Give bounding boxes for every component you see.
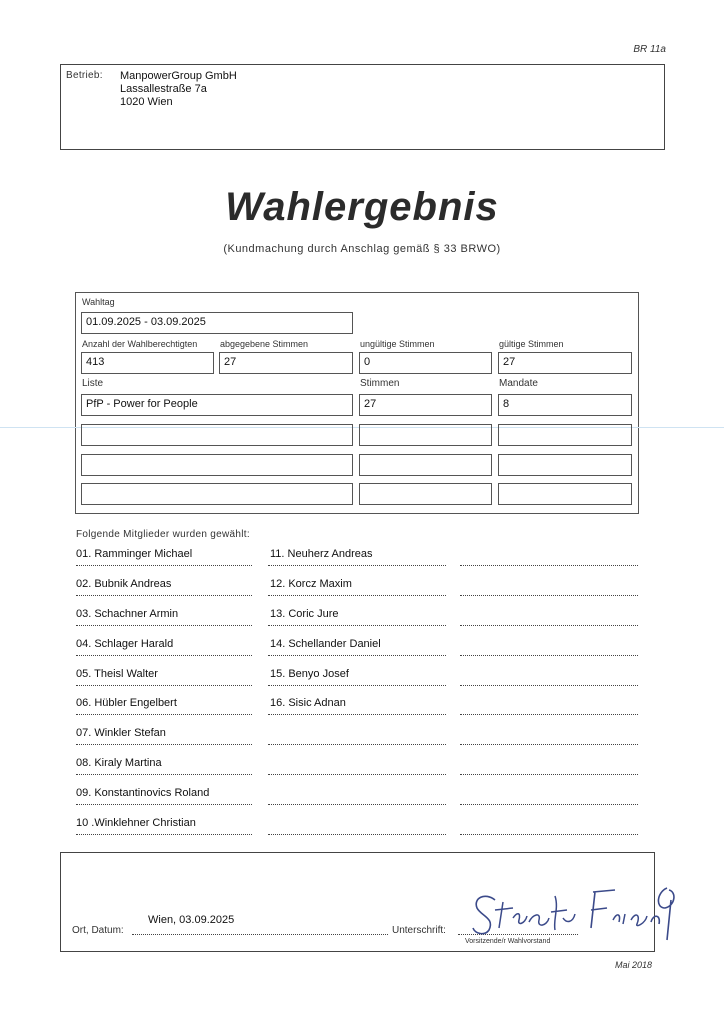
unterschrift-label: Unterschrift: [392, 925, 446, 936]
dotted-line [460, 595, 638, 596]
stimmen-field-empty [359, 454, 492, 476]
dotted-line [268, 685, 446, 686]
mandate-label: Mandate [499, 378, 538, 389]
dotted-line [460, 685, 638, 686]
dotted-line [76, 714, 252, 715]
liste-field: PfP - Power for People [81, 394, 353, 416]
gueltig-label: gültige Stimmen [499, 339, 564, 349]
dotted-line [268, 744, 446, 745]
liste-field-empty [81, 483, 353, 505]
member-entry: 01. Ramminger Michael [76, 548, 193, 560]
dotted-line [76, 685, 252, 686]
page-title: Wahlergebnis [225, 185, 499, 229]
member-entry: 16. Sisic Adnan [270, 697, 346, 709]
vorsitzender-label: Vorsitzende/r Wahlvorstand [465, 938, 551, 945]
member-entry: 11. Neuherz Andreas [270, 548, 373, 560]
dotted-line [76, 595, 252, 596]
footer-date: Mai 2018 [614, 960, 652, 970]
member-entry: 06. Hübler Engelbert [76, 697, 177, 709]
dotted-line [268, 774, 446, 775]
member-entry: 13. Coric Jure [270, 608, 339, 620]
dotted-line [460, 744, 638, 745]
member-entry: 15. Benyo Josef [270, 668, 349, 680]
dotted-line [76, 625, 252, 626]
dotted-line [460, 834, 638, 835]
liste-field-empty [81, 424, 353, 446]
dotted-line [268, 714, 446, 715]
handwritten-signature [455, 878, 685, 948]
dotted-line [460, 774, 638, 775]
company-name: ManpowerGroup GmbH [120, 70, 237, 82]
mandate-field-empty [498, 454, 632, 476]
dotted-line [460, 655, 638, 656]
stimmen-field-empty [359, 424, 492, 446]
wahlberechtigte-label: Anzahl der Wahlberechtigten [82, 339, 198, 349]
betrieb-label: Betrieb: [66, 70, 103, 81]
dotted-line [460, 565, 638, 566]
member-entry: 10 .Winklehner Christian [76, 817, 196, 829]
form-code: BR 11a [633, 44, 666, 55]
dotted-line [76, 834, 252, 835]
dotted-line [268, 595, 446, 596]
gueltig-field: 27 [498, 352, 632, 374]
dotted-line [268, 565, 446, 566]
ort-datum-label: Ort, Datum: [72, 925, 124, 936]
wahltag-label: Wahltag [82, 297, 115, 307]
mandate-field-empty [498, 483, 632, 505]
wahlberechtigte-field: 413 [81, 352, 214, 374]
member-entry: 09. Konstantinovics Roland [76, 787, 210, 799]
ungueltig-field: 0 [359, 352, 492, 374]
abgegeben-label: abgegebene Stimmen [220, 339, 309, 349]
member-entry: 14. Schellander Daniel [270, 638, 381, 650]
dotted-line [460, 714, 638, 715]
member-entry: 03. Schachner Armin [76, 608, 179, 620]
betrieb-address [120, 70, 237, 109]
dotted-line [132, 934, 388, 935]
dotted-line [76, 744, 252, 745]
member-entry: 05. Theisl Walter [76, 668, 158, 680]
dotted-line [76, 655, 252, 656]
company-city: 1020 Wien [120, 96, 173, 108]
ungueltig-label: ungültige Stimmen [360, 339, 435, 349]
stimmen-field: 27 [359, 394, 492, 416]
dotted-line [268, 834, 446, 835]
wahltag-field: 01.09.2025 - 03.09.2025 [81, 312, 353, 334]
dotted-line [76, 565, 252, 566]
abgegeben-field: 27 [219, 352, 353, 374]
mandate-field-empty [498, 424, 632, 446]
member-entry: 02. Bubnik Andreas [76, 578, 172, 590]
ort-datum-value: Wien, 03.09.2025 [148, 914, 235, 926]
member-entry: 07. Winkler Stefan [76, 727, 166, 739]
liste-field-empty [81, 454, 353, 476]
members-intro: Folgende Mitglieder wurden gewählt: [76, 529, 250, 540]
dotted-line [460, 625, 638, 626]
dotted-line [76, 774, 252, 775]
dotted-line [268, 804, 446, 805]
member-entry: 08. Kiraly Martina [76, 757, 162, 769]
dotted-line [460, 804, 638, 805]
dotted-line [268, 625, 446, 626]
member-entry: 12. Korcz Maxim [270, 578, 352, 590]
dotted-line [76, 804, 252, 805]
mandate-field: 8 [498, 394, 632, 416]
member-entry: 04. Schlager Harald [76, 638, 174, 650]
dotted-line [268, 655, 446, 656]
stimmen-label: Stimmen [360, 378, 400, 389]
page-subtitle: (Kundmachung durch Anschlag gemäß § 33 BRWO) [223, 243, 501, 255]
liste-label: Liste [82, 378, 104, 389]
stimmen-field-empty [359, 483, 492, 505]
company-street: Lassallestraße 7a [120, 83, 207, 95]
